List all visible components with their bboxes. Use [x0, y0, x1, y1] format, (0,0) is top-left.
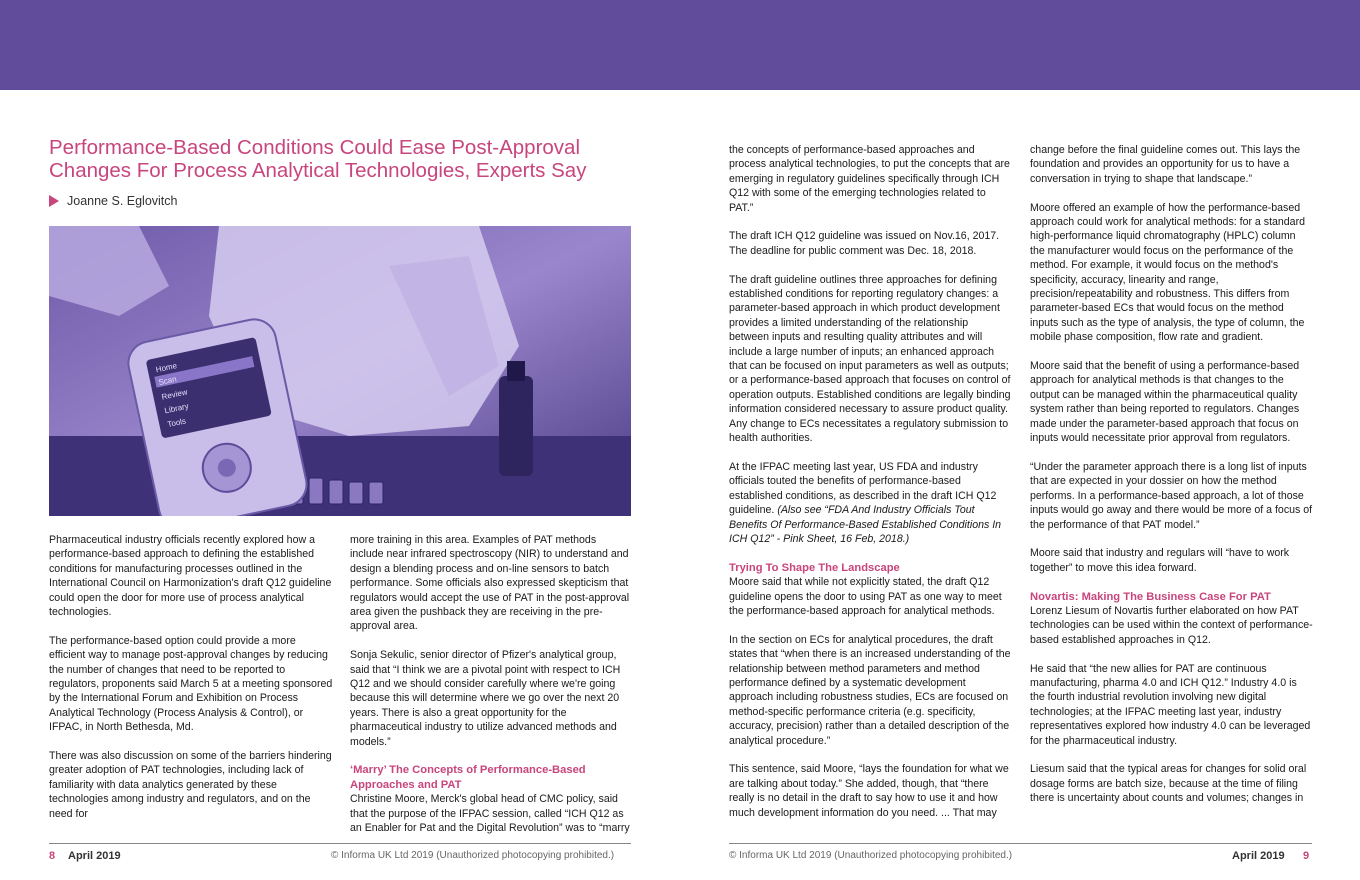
footer-rule-right: [729, 843, 1312, 844]
paragraph: more training in this area. Examples of PAT methods include near infrared spectroscopy (NIR) to understand and design a blending process and on-line sensors to batch performance. Some officials also expressed skepticism that regulators would accept the use of PAT in the post-approval area given the pushback they are receiving in the pre-approval area.: [350, 534, 630, 633]
paragraph: Moore offered an example of how the performance-based approach could work for analytical methods: for a standard high-performance liquid chromatography (HPLC) column the manufacturer would focus on the performance of the method. For example, it would focus on the method's specificity, accuracy, linearity and range, precision/repeatability and robustness. This differs from parameter-based ECs that would focus on the method inputs such as the type of analysis, the type of column, the mobile phase composition, flow rate and gradient.: [1030, 201, 1305, 344]
paragraph: [729, 460, 1011, 546]
paragraph: Sonja Sekulic, senior director of Pfizer's analytical group, said that “I think we are a pivotal point with respect to ICH Q12 and we should consider carefully where we're going because this will determine where we go over the next 20 years. There is also a great opportunity for the pharmaceutical industry to utilize advanced methods and models.”: [350, 649, 621, 748]
paragraph: the concepts of performance-based approaches and process analytical technologies, to put the concepts that are emerging in regulatory guidelines specifically through ICH Q12 with some of the emerging technologies related to PAT.”: [729, 144, 1010, 214]
footer-rule-left: [49, 843, 631, 844]
paragraph: “Under the parameter approach there is a long list of inputs that are expected in your dossier on how the method performs. In a performance-based approach, a lot of those inputs would go away and there would be more of a focus of the performance of that PAT model.”: [1030, 460, 1313, 531]
paragraph: Liesum said that the typical areas for changes for solid oral dosage forms are batch size, because at the time of filing there is uncertainty about counts and volumes; changes in: [1030, 763, 1307, 805]
section-heading: Novartis: Making The Business Case For PAT: [1030, 590, 1271, 603]
section-heading: Trying To Shape The Landscape: [729, 561, 900, 574]
triangle-bullet-icon: [49, 195, 59, 207]
text-column-4: [1030, 143, 1313, 820]
paragraph: In the section on ECs for analytical procedures, the draft states that “when there is an increased understanding of the relationship between method parameters and method performance defined by a systematic development approach including robustness studies, ECs are focused on method-specific performance criteria (e.g. specificity, accuracy, precision) rather than a detailed description of the analytical procedure.”: [729, 633, 1011, 747]
page-number-left: 8: [49, 850, 56, 862]
article-photo: [49, 226, 631, 516]
paragraph: This sentence, said Moore, “lays the foundation for what we are talking about today.” She added, though, that “there really is no detail in the draft to say how to use it and how much development information do you need. ... That may: [729, 763, 1009, 819]
paragraph: He said that “the new allies for PAT are continuous manufacturing, pharma 4.0 and ICH Q12.” Industry 4.0 is the fourth industrial revolution involving new digital technologies; at the IFPAC meeting last year, industry representatives explored how industry 4.0 can be leveraged for the pharmaceutical industry.: [1030, 662, 1311, 747]
paragraph: Moore said that while not explicitly stated, the draft Q12 guideline opens the door to using PAT as one way to meet the performance-based approach for analytical methods.: [729, 576, 1002, 617]
device-menu-scan: Scan: [157, 374, 178, 388]
article-title: Performance-Based Conditions Could Ease Post-Approval Changes For Process Analytical Technologies, Experts Say: [49, 136, 587, 182]
copyright-right: © Informa UK Ltd 2019 (Unauthorized photocopying prohibited.): [729, 850, 1013, 861]
text-column-3: [729, 143, 1011, 834]
author-name: Joanne S. Eglovitch: [67, 194, 178, 208]
paragraph-text: At the IFPAC meeting last year, US FDA and industry officials touted the benefits of performance-based established conditions, as described in the draft ICH Q12 guideline.: [729, 460, 997, 517]
byline: [49, 194, 178, 208]
cross-reference-link[interactable]: (Also see “FDA And Industry Officials Tout Benefits Of Performance-Based Established Conditions In ICH Q12” - Pink Sheet, 16 Feb, 2018.): [729, 504, 1002, 545]
lab-scene-illustration: [49, 226, 631, 516]
text-column-2: [350, 533, 632, 850]
copyright-left: © Informa UK Ltd 2019 (Unauthorized photocopying prohibited.): [331, 850, 615, 861]
paragraph: The draft guideline outlines three approaches for defining established conditions for reporting regulatory changes: a parameter-based approach in which product development provides a limited understanding of the relationship between inputs and resulting quality attributes and will include a large number of inputs; an enhanced approach that can be focused on input parameters as well as outputs; or a performance-based approach that focuses on control of operation outputs. Established conditions are legally binding information considered necessary to assure product quality. Any change to ECs necessitates a regulatory submission to health authorities.: [729, 273, 1011, 445]
paragraph: Lorenz Liesum of Novartis further elaborated on how PAT technologies can be used within the context of performance-based established approaches in Q12.: [1030, 604, 1313, 646]
paragraph: Moore said that industry and regulars will “have to work together” to move this idea forward.: [1030, 547, 1290, 574]
issue-date-right: April 2019: [1232, 850, 1285, 862]
paragraph: Moore said that the benefit of using a performance-based approach for analytical methods is that changes to the output can be managed within the pharmaceutical quality system rather than being reported to regulators. Changes made under the parameter-based approach that focus on inputs would necessitate prior approval from regulators.: [1030, 360, 1300, 445]
paragraph: Pharmaceutical industry officials recently explored how a performance-based approach to defining the established conditions for manufacturing processes outlined in the International Council on Harmonization's draft Q12 guideline could open the door for more use of process analytical technologies.: [49, 534, 332, 619]
device-menu-library: Library: [163, 401, 190, 416]
device-menu-review: Review: [160, 387, 189, 402]
paragraph: change before the final guideline comes out. This lays the foundation and provides an opportunity for us to have a conversation in trying to shape that landscape.”: [1030, 144, 1301, 185]
page-number-right: 9: [1303, 850, 1310, 862]
section-heading: ‘Marry’ The Concepts of Performance-Based Approaches and PAT: [350, 764, 586, 791]
header-band: [0, 0, 1360, 90]
issue-date-left: April 2019: [68, 850, 121, 862]
paragraph: There was also discussion on some of the barriers hindering greater adoption of PAT technologies, including lack of familiarity with data analytics generated by these technologies among industry and regulators, and on the need for: [49, 750, 332, 820]
device-menu-tools: Tools: [166, 416, 187, 430]
text-column-1: [49, 533, 334, 835]
paragraph: The draft ICH Q12 guideline was issued on Nov.16, 2017. The deadline for public comment was Dec. 18, 2018.: [729, 230, 1000, 257]
paragraph: The performance-based option could provide a more efficient way to manage post-approval changes by reducing the number of changes that need to be reported to regulators, proponents said March 5 at a meeting sponsored by the International Forum and Exhibition on Process Analytical Technology (Process Analysis & Control), or IFPAC, in North Bethesda, Md.: [49, 634, 333, 734]
device-menu-home: Home: [154, 361, 178, 375]
paragraph: Christine Moore, Merck's global head of CMC policy, said that the purpose of the IFPAC session, called “ICH Q12 as an Enabler for Pat and the Digital Revolution” was to “marry: [350, 793, 630, 835]
